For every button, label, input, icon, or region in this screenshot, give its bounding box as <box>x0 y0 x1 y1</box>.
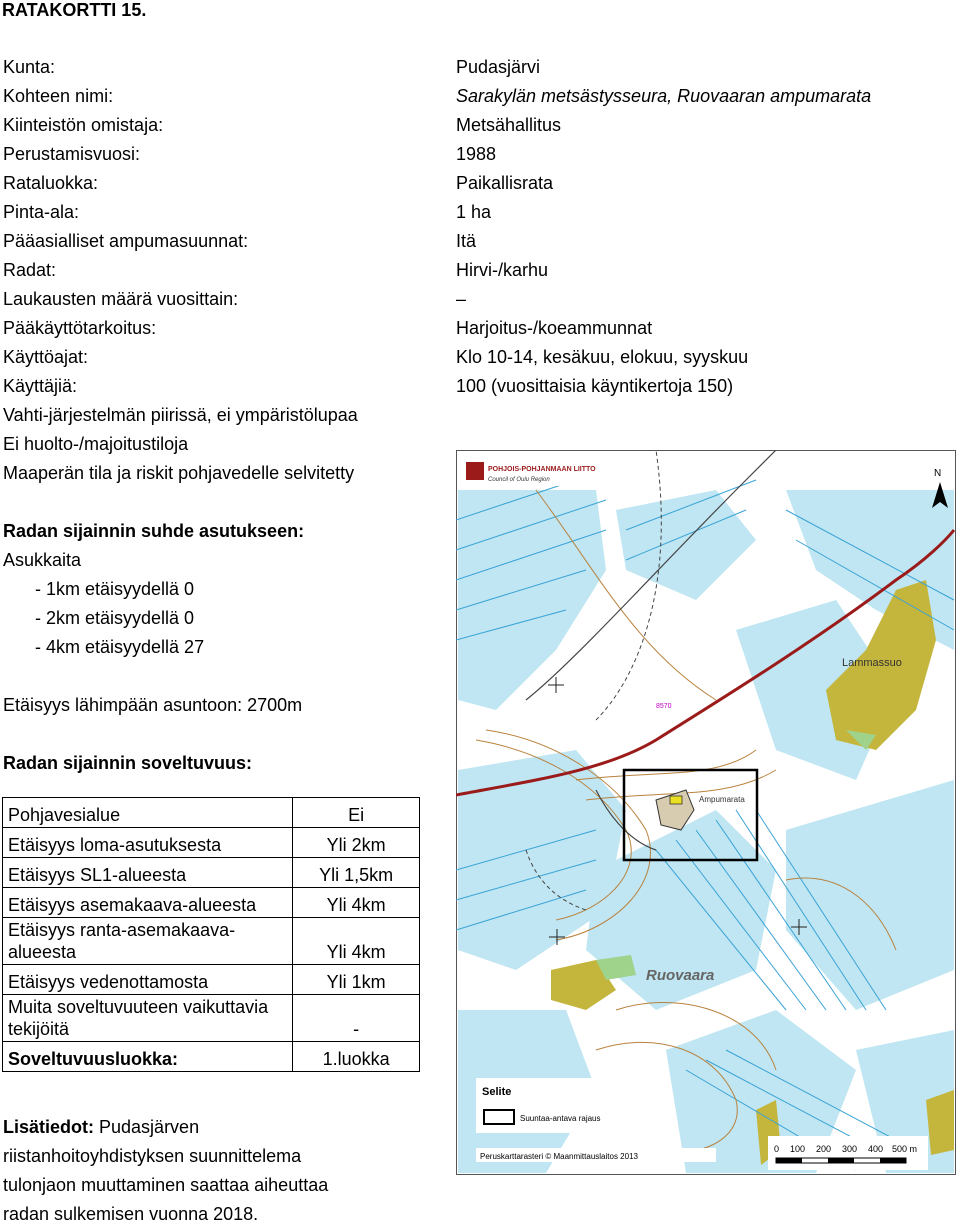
value-kohteen-nimi: Sarakylän metsästysseura, Ruovaaran ampumarata <box>456 86 872 106</box>
settlement-heading: Radan sijainnin suhde asutukseen: <box>3 521 305 541</box>
settlement-subheading: Asukkaita <box>3 550 82 570</box>
row-label: Etäisyys ranta-asemakaava-alueesta <box>3 918 293 965</box>
label-rataluokka: Rataluokka: <box>3 173 99 193</box>
scale-label: 0 <box>774 1144 780 1154</box>
north-label: N <box>934 468 942 479</box>
additional-info-label: Lisätiedot: <box>3 1117 95 1137</box>
additional-info-line-4: radan sulkemisen vuonna 2018. <box>3 1204 259 1224</box>
label-kayttoajat: Käyttöajat: <box>3 347 89 367</box>
label-kohteen-nimi: Kohteen nimi: <box>3 86 114 106</box>
place-lammassuo: Lammassuo <box>842 657 902 669</box>
value-ampumasuunnat: Itä <box>456 231 477 251</box>
row-label: Pohjavesialue <box>3 798 293 828</box>
range-marker <box>670 796 682 804</box>
suitability-table <box>2 797 420 1072</box>
row-label: Muita soveltuvuuteen vaikuttavia tekijöitä <box>3 995 293 1042</box>
value-radat: Hirvi-/karhu <box>456 260 549 280</box>
table-row <box>3 828 420 858</box>
class-label: Soveltuvuusluokka: <box>3 1042 293 1072</box>
row-label: Etäisyys loma-asutuksesta <box>3 828 293 858</box>
settlement-item-1km: - 1km etäisyydellä 0 <box>35 579 195 599</box>
label-kunta: Kunta: <box>3 57 56 77</box>
value-laukausmaara: – <box>456 289 467 309</box>
label-pinta-ala: Pinta-ala: <box>3 202 80 222</box>
table-row <box>3 888 420 918</box>
additional-info-line-1 <box>3 1117 199 1138</box>
label-omistaja: Kiinteistön omistaja: <box>3 115 164 135</box>
label-kayttotarkoitus: Pääkäyttötarkoitus: <box>3 318 157 338</box>
class-value: 1.luokka <box>293 1042 420 1072</box>
value-kayttoajat: Klo 10-14, kesäkuu, elokuu, syyskuu <box>456 347 749 367</box>
label-radat: Radat: <box>3 260 57 280</box>
table-row <box>3 798 420 828</box>
place-ruovaara: Ruovaara <box>646 967 715 984</box>
value-pinta-ala: 1 ha <box>456 202 492 222</box>
row-value: Ei <box>293 798 420 828</box>
scale-label: 300 <box>842 1144 858 1154</box>
settlement-item-4km: - 4km etäisyydellä 27 <box>35 637 205 657</box>
row-value: Yli 4km <box>293 918 420 965</box>
org-logo <box>466 462 484 480</box>
value-kayttajia: 100 (vuosittaisia käyntikertoja 150) <box>456 376 734 396</box>
map-header <box>462 458 622 486</box>
nearest-residence: Etäisyys lähimpään asuntoon: 2700m <box>3 695 303 715</box>
note-vahti: Vahti-järjestelmän piirissä, ei ympäristölupaa <box>3 405 358 425</box>
row-label: Etäisyys SL1-alueesta <box>3 858 293 888</box>
scale-label: 200 <box>816 1144 832 1154</box>
scale-label: 100 <box>790 1144 806 1154</box>
org-name: POHJOIS-POHJANMAAN LIITTO <box>488 466 596 473</box>
page-title: RATAKORTTI 15. <box>2 0 147 20</box>
table-row <box>3 1042 420 1072</box>
table-row <box>3 918 420 965</box>
road-number: 8570 <box>656 703 672 710</box>
org-sub: Council of Oulu Region <box>488 477 550 483</box>
table-row <box>3 965 420 995</box>
note-facilities: Ei huolto-/majoitustiloja <box>3 434 189 454</box>
row-label: Etäisyys asemakaava-alueesta <box>3 888 293 918</box>
location-map <box>456 450 956 1175</box>
label-laukausmaara: Laukausten määrä vuosittain: <box>3 289 239 309</box>
label-ampumasuunnat: Pääasialliset ampumasuunnat: <box>3 231 249 251</box>
row-value: Yli 1,5km <box>293 858 420 888</box>
settlement-item-2km: - 2km etäisyydellä 0 <box>35 608 195 628</box>
scale-label: 500 m <box>892 1144 918 1154</box>
legend-title: Selite <box>482 1086 512 1098</box>
label-perustamisvuosi: Perustamisvuosi: <box>3 144 141 164</box>
scale-label: 400 <box>868 1144 884 1154</box>
map-legend <box>476 1078 666 1133</box>
place-ampumarata: Ampumarata <box>699 795 745 804</box>
value-kunta: Pudasjärvi <box>456 57 541 77</box>
additional-info-line-3: tulonjaon muuttaminen saattaa aiheuttaa <box>3 1175 329 1195</box>
value-kayttotarkoitus: Harjoitus-/koeammunnat <box>456 318 653 338</box>
table-row <box>3 995 420 1042</box>
row-value: Yli 2km <box>293 828 420 858</box>
note-soil: Maaperän tila ja riskit pohjavedelle selvitetty <box>3 463 355 483</box>
row-label: Etäisyys vedenottamosta <box>3 965 293 995</box>
value-perustamisvuosi: 1988 <box>456 144 497 164</box>
value-rataluokka: Paikallisrata <box>456 173 554 193</box>
row-value: Yli 4km <box>293 888 420 918</box>
additional-info-text: Pudasjärven <box>94 1117 200 1137</box>
additional-info-line-2: riistanhoitoyhdistyksen suunnittelema <box>3 1146 302 1166</box>
map-copyright: Peruskarttarasteri © Maanmittauslaitos 2013 <box>480 1152 638 1161</box>
suitability-heading: Radan sijainnin soveltuvuus: <box>3 753 253 773</box>
label-kayttajia: Käyttäjiä: <box>3 376 78 396</box>
row-value: - <box>293 995 420 1042</box>
value-omistaja: Metsähallitus <box>456 115 562 135</box>
scale-bar <box>768 1136 928 1170</box>
table-row <box>3 858 420 888</box>
row-value: Yli 1km <box>293 965 420 995</box>
legend-item: Suuntaa-antava rajaus <box>520 1114 601 1123</box>
